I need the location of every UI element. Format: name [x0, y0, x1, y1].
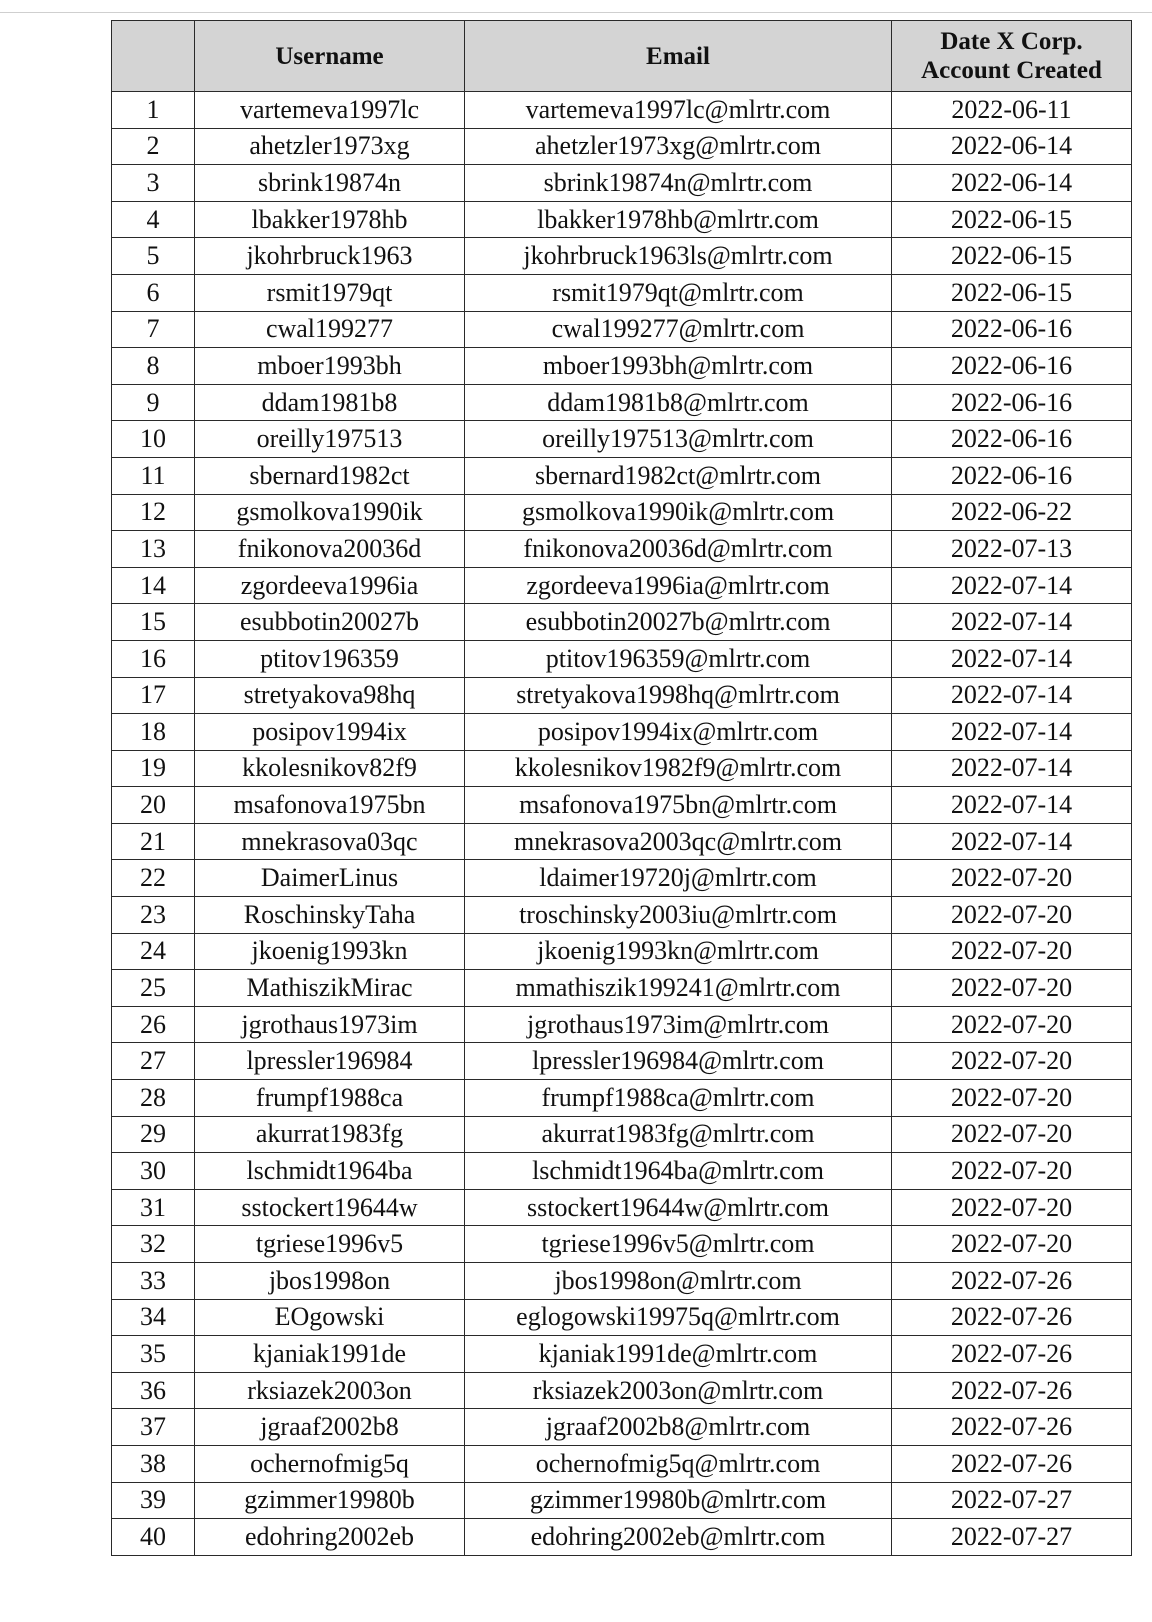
date-created-cell: 2022-07-26: [892, 1263, 1132, 1300]
username-cell: sbrink19874n: [195, 165, 465, 202]
accounts-table: [111, 20, 1132, 1556]
username-cell: DaimerLinus: [195, 860, 465, 897]
email-cell: ahetzler1973xg@mlrtr.com: [465, 128, 892, 165]
email-cell: jkoenig1993kn@mlrtr.com: [465, 933, 892, 970]
row-number-cell: 22: [112, 860, 195, 897]
row-number-cell: 8: [112, 348, 195, 385]
row-number-cell: 34: [112, 1299, 195, 1336]
table-row: [112, 677, 1132, 714]
table-row: [112, 860, 1132, 897]
date-created-cell: 2022-07-20: [892, 1116, 1132, 1153]
username-cell: jgraaf2002b8: [195, 1409, 465, 1446]
table-row: [112, 274, 1132, 311]
email-cell: gsmolkova1990ik@mlrtr.com: [465, 494, 892, 531]
username-cell: lbakker1978hb: [195, 201, 465, 238]
table-row: [112, 1519, 1132, 1556]
email-cell: stretyakova1998hq@mlrtr.com: [465, 677, 892, 714]
table-row: [112, 1372, 1132, 1409]
table-row: [112, 1116, 1132, 1153]
table-row: [112, 531, 1132, 568]
table-row: [112, 897, 1132, 934]
email-cell: esubbotin20027b@mlrtr.com: [465, 604, 892, 641]
email-cell: gzimmer19980b@mlrtr.com: [465, 1482, 892, 1519]
username-cell: frumpf1988ca: [195, 1080, 465, 1117]
username-cell: rsmit1979qt: [195, 274, 465, 311]
username-cell: jkohrbruck1963: [195, 238, 465, 275]
row-number-cell: 26: [112, 1006, 195, 1043]
date-created-cell: 2022-06-11: [892, 92, 1132, 129]
row-number-cell: 1: [112, 92, 195, 129]
table-header: [112, 21, 1132, 92]
username-cell: esubbotin20027b: [195, 604, 465, 641]
username-cell: sbernard1982ct: [195, 457, 465, 494]
username-cell: RoschinskyTaha: [195, 897, 465, 934]
row-number-cell: 6: [112, 274, 195, 311]
row-number-cell: 18: [112, 714, 195, 751]
header-date-line2: Account Created: [921, 57, 1102, 84]
row-number-cell: 4: [112, 201, 195, 238]
email-cell: lpressler196984@mlrtr.com: [465, 1043, 892, 1080]
date-created-cell: 2022-06-16: [892, 348, 1132, 385]
row-number-cell: 30: [112, 1153, 195, 1190]
email-cell: rksiazek2003on@mlrtr.com: [465, 1372, 892, 1409]
header-username: Username: [195, 21, 465, 92]
table-row: [112, 933, 1132, 970]
date-created-cell: 2022-07-20: [892, 860, 1132, 897]
row-number-cell: 28: [112, 1080, 195, 1117]
email-cell: posipov1994ix@mlrtr.com: [465, 714, 892, 751]
email-cell: jkohrbruck1963ls@mlrtr.com: [465, 238, 892, 275]
table-row: [112, 1043, 1132, 1080]
username-cell: vartemeva1997lc: [195, 92, 465, 129]
row-number-cell: 27: [112, 1043, 195, 1080]
email-cell: tgriese1996v5@mlrtr.com: [465, 1226, 892, 1263]
email-cell: lbakker1978hb@mlrtr.com: [465, 201, 892, 238]
email-cell: edohring2002eb@mlrtr.com: [465, 1519, 892, 1556]
date-created-cell: 2022-07-14: [892, 640, 1132, 677]
row-number-cell: 9: [112, 384, 195, 421]
row-number-cell: 20: [112, 787, 195, 824]
table-row: [112, 1336, 1132, 1373]
table-row: [112, 787, 1132, 824]
date-created-cell: 2022-07-20: [892, 1043, 1132, 1080]
date-created-cell: 2022-07-20: [892, 1006, 1132, 1043]
username-cell: stretyakova98hq: [195, 677, 465, 714]
row-number-cell: 14: [112, 567, 195, 604]
email-cell: kjaniak1991de@mlrtr.com: [465, 1336, 892, 1373]
date-created-cell: 2022-06-16: [892, 421, 1132, 458]
date-created-cell: 2022-07-20: [892, 1226, 1132, 1263]
username-cell: edohring2002eb: [195, 1519, 465, 1556]
email-cell: sbrink19874n@mlrtr.com: [465, 165, 892, 202]
table-row: [112, 1080, 1132, 1117]
username-cell: lschmidt1964ba: [195, 1153, 465, 1190]
username-cell: ahetzler1973xg: [195, 128, 465, 165]
username-cell: jkoenig1993kn: [195, 933, 465, 970]
email-cell: oreilly197513@mlrtr.com: [465, 421, 892, 458]
row-number-cell: 25: [112, 970, 195, 1007]
row-number-cell: 12: [112, 494, 195, 531]
date-created-cell: 2022-07-27: [892, 1519, 1132, 1556]
date-created-cell: 2022-06-15: [892, 274, 1132, 311]
table-row: [112, 750, 1132, 787]
username-cell: fnikonova20036d: [195, 531, 465, 568]
header-row: [112, 21, 1132, 92]
row-number-cell: 32: [112, 1226, 195, 1263]
table-row: [112, 457, 1132, 494]
date-created-cell: 2022-07-26: [892, 1336, 1132, 1373]
email-cell: sbernard1982ct@mlrtr.com: [465, 457, 892, 494]
table-row: [112, 1189, 1132, 1226]
table-body: [112, 92, 1132, 1556]
header-number: [112, 21, 195, 92]
row-number-cell: 38: [112, 1445, 195, 1482]
email-cell: ddam1981b8@mlrtr.com: [465, 384, 892, 421]
header-email: Email: [465, 21, 892, 92]
date-created-cell: 2022-07-14: [892, 677, 1132, 714]
email-cell: zgordeeva1996ia@mlrtr.com: [465, 567, 892, 604]
header-date-line1: Date X Corp.: [940, 28, 1083, 55]
table-row: [112, 1153, 1132, 1190]
table-row: [112, 604, 1132, 641]
username-cell: gzimmer19980b: [195, 1482, 465, 1519]
table-row: [112, 1409, 1132, 1446]
date-created-cell: 2022-07-27: [892, 1482, 1132, 1519]
row-number-cell: 3: [112, 165, 195, 202]
row-number-cell: 31: [112, 1189, 195, 1226]
date-created-cell: 2022-07-14: [892, 567, 1132, 604]
date-created-cell: 2022-07-14: [892, 787, 1132, 824]
username-cell: jbos1998on: [195, 1263, 465, 1300]
date-created-cell: 2022-06-15: [892, 238, 1132, 275]
date-created-cell: 2022-07-20: [892, 1153, 1132, 1190]
date-created-cell: 2022-07-26: [892, 1409, 1132, 1446]
email-cell: msafonova1975bn@mlrtr.com: [465, 787, 892, 824]
row-number-cell: 29: [112, 1116, 195, 1153]
email-cell: mnekrasova2003qc@mlrtr.com: [465, 823, 892, 860]
username-cell: sstockert19644w: [195, 1189, 465, 1226]
email-cell: sstockert19644w@mlrtr.com: [465, 1189, 892, 1226]
table-row: [112, 823, 1132, 860]
email-cell: ldaimer19720j@mlrtr.com: [465, 860, 892, 897]
date-created-cell: 2022-07-14: [892, 604, 1132, 641]
date-created-cell: 2022-07-26: [892, 1445, 1132, 1482]
date-created-cell: 2022-06-14: [892, 128, 1132, 165]
row-number-cell: 40: [112, 1519, 195, 1556]
username-cell: mnekrasova03qc: [195, 823, 465, 860]
row-number-cell: 21: [112, 823, 195, 860]
username-cell: zgordeeva1996ia: [195, 567, 465, 604]
date-created-cell: 2022-07-20: [892, 970, 1132, 1007]
date-created-cell: 2022-07-13: [892, 531, 1132, 568]
date-created-cell: 2022-07-20: [892, 897, 1132, 934]
table-row: [112, 128, 1132, 165]
row-number-cell: 15: [112, 604, 195, 641]
email-cell: kkolesnikov1982f9@mlrtr.com: [465, 750, 892, 787]
email-cell: vartemeva1997lc@mlrtr.com: [465, 92, 892, 129]
row-number-cell: 17: [112, 677, 195, 714]
username-cell: tgriese1996v5: [195, 1226, 465, 1263]
username-cell: ochernofmig5q: [195, 1445, 465, 1482]
username-cell: lpressler196984: [195, 1043, 465, 1080]
email-cell: ochernofmig5q@mlrtr.com: [465, 1445, 892, 1482]
date-created-cell: 2022-06-15: [892, 201, 1132, 238]
email-cell: troschinsky2003iu@mlrtr.com: [465, 897, 892, 934]
username-cell: cwal199277: [195, 311, 465, 348]
table-row: [112, 165, 1132, 202]
row-number-cell: 33: [112, 1263, 195, 1300]
date-created-cell: 2022-06-22: [892, 494, 1132, 531]
username-cell: mboer1993bh: [195, 348, 465, 385]
row-number-cell: 39: [112, 1482, 195, 1519]
date-created-cell: 2022-07-20: [892, 933, 1132, 970]
row-number-cell: 7: [112, 311, 195, 348]
table-row: [112, 201, 1132, 238]
date-created-cell: 2022-06-14: [892, 165, 1132, 202]
row-number-cell: 35: [112, 1336, 195, 1373]
row-number-cell: 24: [112, 933, 195, 970]
date-created-cell: 2022-07-26: [892, 1299, 1132, 1336]
row-number-cell: 23: [112, 897, 195, 934]
table-row: [112, 1263, 1132, 1300]
date-created-cell: 2022-07-20: [892, 1080, 1132, 1117]
username-cell: rksiazek2003on: [195, 1372, 465, 1409]
email-cell: cwal199277@mlrtr.com: [465, 311, 892, 348]
email-cell: akurrat1983fg@mlrtr.com: [465, 1116, 892, 1153]
table-row: [112, 348, 1132, 385]
row-number-cell: 11: [112, 457, 195, 494]
username-cell: MathiszikMirac: [195, 970, 465, 1007]
username-cell: ddam1981b8: [195, 384, 465, 421]
table-row: [112, 640, 1132, 677]
table-row: [112, 970, 1132, 1007]
date-created-cell: 2022-07-26: [892, 1372, 1132, 1409]
username-cell: posipov1994ix: [195, 714, 465, 751]
row-number-cell: 5: [112, 238, 195, 275]
row-number-cell: 13: [112, 531, 195, 568]
table-row: [112, 384, 1132, 421]
table-row: [112, 92, 1132, 129]
username-cell: EOgowski: [195, 1299, 465, 1336]
username-cell: msafonova1975bn: [195, 787, 465, 824]
username-cell: gsmolkova1990ik: [195, 494, 465, 531]
email-cell: ptitov196359@mlrtr.com: [465, 640, 892, 677]
table-row: [112, 567, 1132, 604]
table-row: [112, 494, 1132, 531]
table-row: [112, 1299, 1132, 1336]
email-cell: frumpf1988ca@mlrtr.com: [465, 1080, 892, 1117]
table-row: [112, 714, 1132, 751]
table-row: [112, 1482, 1132, 1519]
date-created-cell: 2022-06-16: [892, 311, 1132, 348]
date-created-cell: 2022-06-16: [892, 384, 1132, 421]
table-row: [112, 311, 1132, 348]
row-number-cell: 2: [112, 128, 195, 165]
date-created-cell: 2022-07-14: [892, 714, 1132, 751]
table-row: [112, 1006, 1132, 1043]
date-created-cell: 2022-06-16: [892, 457, 1132, 494]
row-number-cell: 19: [112, 750, 195, 787]
row-number-cell: 16: [112, 640, 195, 677]
username-cell: kkolesnikov82f9: [195, 750, 465, 787]
table-row: [112, 1445, 1132, 1482]
username-cell: jgrothaus1973im: [195, 1006, 465, 1043]
table-row: [112, 421, 1132, 458]
email-cell: jbos1998on@mlrtr.com: [465, 1263, 892, 1300]
email-cell: jgrothaus1973im@mlrtr.com: [465, 1006, 892, 1043]
email-cell: mboer1993bh@mlrtr.com: [465, 348, 892, 385]
username-cell: oreilly197513: [195, 421, 465, 458]
date-created-cell: 2022-07-14: [892, 823, 1132, 860]
header-date-created: [892, 21, 1132, 92]
table-row: [112, 238, 1132, 275]
username-cell: kjaniak1991de: [195, 1336, 465, 1373]
email-cell: lschmidt1964ba@mlrtr.com: [465, 1153, 892, 1190]
email-cell: rsmit1979qt@mlrtr.com: [465, 274, 892, 311]
email-cell: fnikonova20036d@mlrtr.com: [465, 531, 892, 568]
page-top-rule: [0, 12, 1152, 13]
table-row: [112, 1226, 1132, 1263]
row-number-cell: 36: [112, 1372, 195, 1409]
username-cell: akurrat1983fg: [195, 1116, 465, 1153]
email-cell: mmathiszik199241@mlrtr.com: [465, 970, 892, 1007]
date-created-cell: 2022-07-20: [892, 1189, 1132, 1226]
row-number-cell: 10: [112, 421, 195, 458]
date-created-cell: 2022-07-14: [892, 750, 1132, 787]
row-number-cell: 37: [112, 1409, 195, 1446]
email-cell: jgraaf2002b8@mlrtr.com: [465, 1409, 892, 1446]
email-cell: eglogowski19975q@mlrtr.com: [465, 1299, 892, 1336]
username-cell: ptitov196359: [195, 640, 465, 677]
